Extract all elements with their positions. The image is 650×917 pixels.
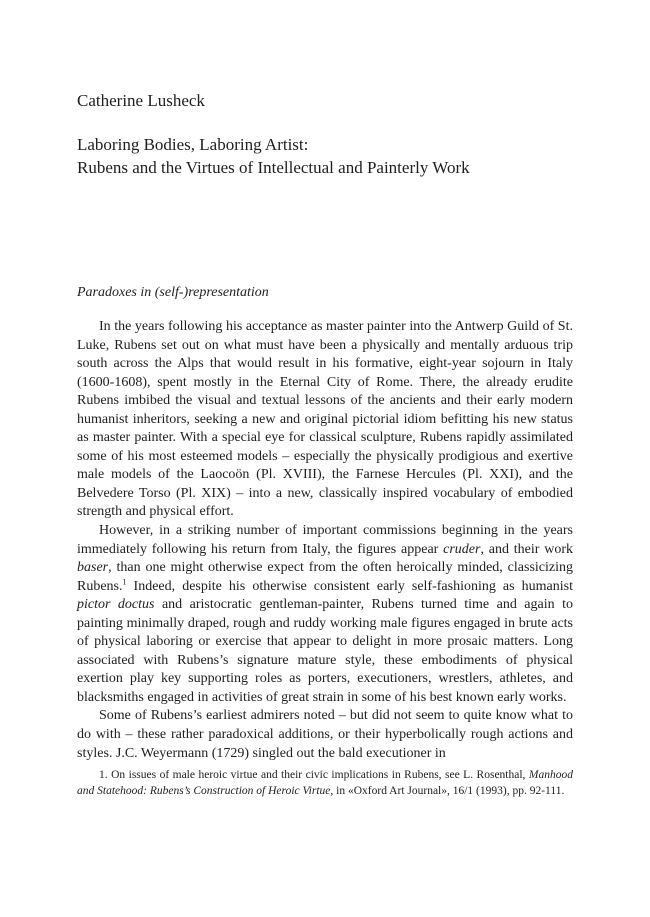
- title-line-1: Laboring Bodies, Laboring Artist:: [77, 135, 309, 154]
- body-text: [77, 318, 573, 763]
- title-line-2: Rubens and the Virtues of Intellectual and Painterly Work: [77, 158, 470, 177]
- footnote: [77, 768, 573, 799]
- article-title: [77, 133, 470, 179]
- paragraph-3: Some of Rubens’s earliest admirers noted – but did not seem to quite know what to do with – these rather paradoxical additions, or their hyperbolically rough actions and styles. J.C. Weyermann (1729) singled out the bald executioner in: [77, 708, 573, 761]
- author-name: Catherine Lusheck: [77, 91, 205, 110]
- paragraph-2: However, in a striking number of important commissions beginning in the years immediately following his return from Italy, the figures appear cruder, and their work baser, than one might otherwise expect from the often heroically minded, classicizing Rubens.$^1$ Indeed, despite his otherwise consistent early self-fashioning as humanist pictor doctus and aristocratic gentleman-painter, Rubens turned time and again to painting minimally draped, rough and ruddy working male figures engaged in brute acts of physical laboring or exercise that appear to delight in more prosaic matters. Long associated with Rubens’s signature mature style, these embodiments of physical exertion play key supporting roles as porters, executioners, wrestlers, athletes, and blacksmiths engaged in activities of great strain in some of his best known early works.: [77, 523, 573, 705]
- section-heading: Paradoxes in (self-)representation: [77, 285, 269, 300]
- footnote-1: 1. On issues of male heroic virtue and their civic implications in Rubens, see L. Rosenthal, Manhood and Statehood: Rubens’s Construction of Heroic Virtue, in «Oxford Art Journal», 16/1 (1993), pp. 92-111.: [77, 769, 573, 797]
- paragraph-1: In the years following his acceptance as master painter into the Antwerp Guild of St. Luke, Rubens set out on what must have been a physically and mentally arduous trip south across the Alps that would result in his formative, eight-year sojourn in Italy (1600-1608), spent mostly in the Eternal City of Rome. There, the already erudite Rubens imbibed the visual and textual lessons of the ancients and their early modern humanist inheritors, seeking a new and original pictorial idiom befitting his new status as master painter. With a special eye for classical sculpture, Rubens rapidly assimilated some of his most esteemed models – especially the physically prodigious and exertive male models of the Laocoön (Pl. XVIII), the Farnese Hercules (Pl. XXI), and the Belvedere Torso (Pl. XIX) – into a new, classically inspired vocabulary of embodied strength and physical effort.: [77, 319, 573, 520]
- footnote-reference[interactable]: 1: [122, 577, 127, 586]
